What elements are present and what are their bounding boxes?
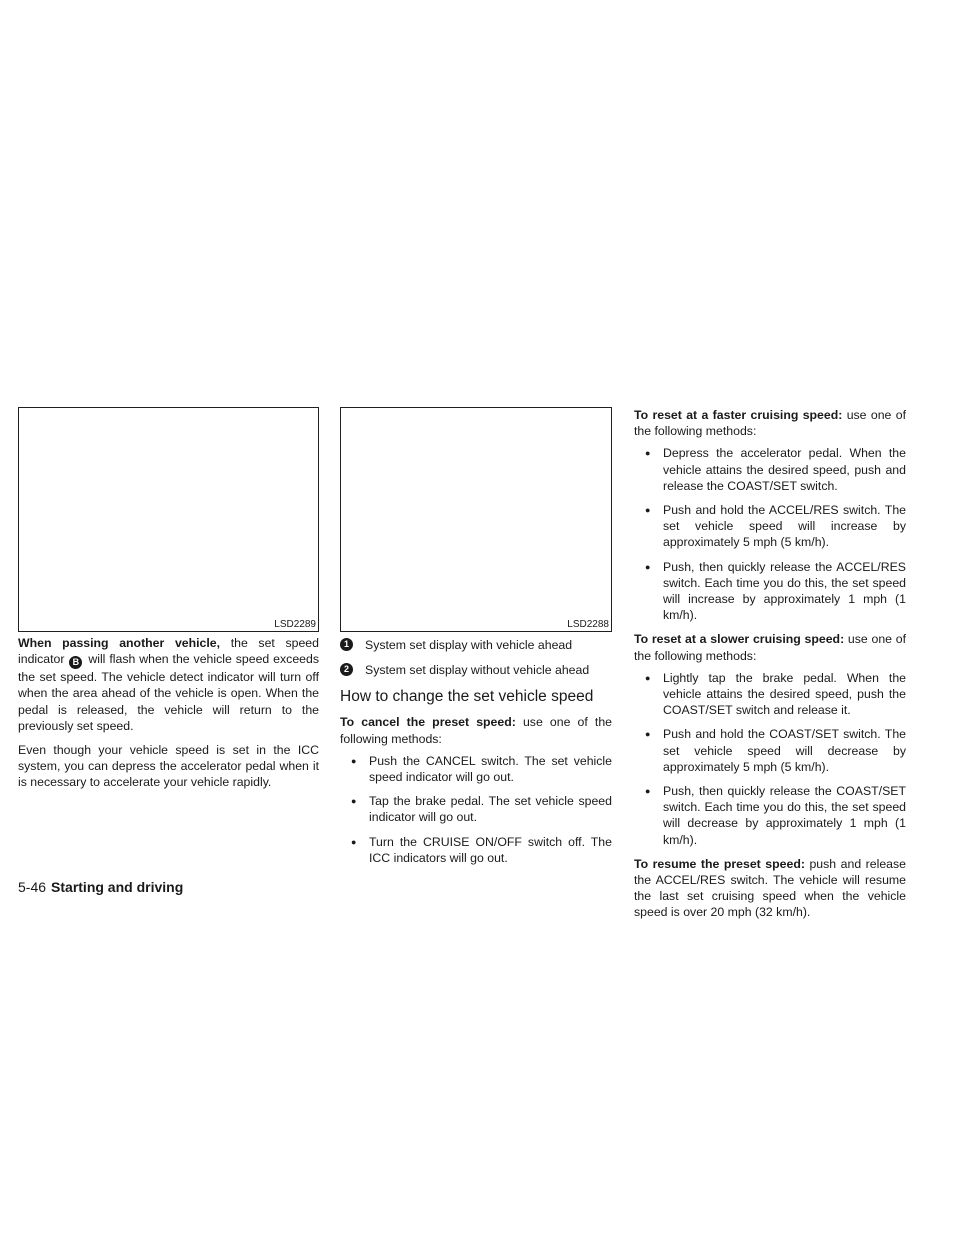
list-item: ● Push the CANCEL switch. The set vehicle speed indicator will go out.	[340, 753, 612, 785]
cancel-methods-list	[340, 753, 612, 866]
page-footer	[18, 878, 183, 896]
faster-intro: To reset at a faster cruising speed: use one of the following methods:	[634, 408, 906, 439]
marker-1-icon: 1	[340, 638, 353, 651]
section-heading: How to change the set vehicle speed	[340, 688, 594, 706]
faster-methods-list	[634, 445, 906, 623]
column-middle	[340, 637, 612, 874]
column-left	[18, 635, 319, 799]
list-item: ● Turn the CRUISE ON/OFF switch off. The ICC indicators will go out.	[340, 834, 612, 866]
figure-legend-item: 2 System set display without vehicle ahead	[340, 662, 612, 678]
figure-code: LSD2288	[567, 619, 609, 630]
passing-paragraph: When passing another vehicle, the set speed indicator B will flash when the vehicle speed exceeds the set speed. The vehicle detect indicator will turn off when the area ahead of the vehicle is open. When the pedal is released, the vehicle will return to the previously set speed.	[18, 636, 319, 733]
column-right	[634, 407, 906, 929]
slower-methods-list	[634, 670, 906, 848]
passing-lead: When passing another vehicle,	[18, 636, 221, 650]
figure-legend-item: 1 System set display with vehicle ahead	[340, 637, 612, 653]
list-item: ● Push and hold the COAST/SET switch. The set vehicle speed will decrease by approximately 5 mph (5 km/h).	[634, 726, 906, 775]
list-item: ● Push, then quickly release the ACCEL/RES switch. Each time you do this, the set speed will increase by approximately 1 mph (1 km/h).	[634, 559, 906, 624]
page-number: 5-46	[18, 879, 47, 895]
list-item: ● Depress the accelerator pedal. When the vehicle attains the desired speed, push and release the COAST/SET switch.	[634, 445, 906, 494]
accelerate-paragraph: Even though your vehicle speed is set in the ICC system, you can depress the accelerator pedal when it is necessary to accelerate your vehicle rapidly.	[18, 743, 319, 790]
list-item: ● Push, then quickly release the COAST/SET switch. Each time you do this, the set speed will decrease by approximately 1 mph (1 km/h).	[634, 783, 906, 848]
resume-paragraph: To resume the preset speed: push and release the ACCEL/RES switch. The vehicle will resume the last set cruising speed when the vehicle speed is over 20 mph (32 km/h).	[634, 856, 907, 920]
figure-lsd2289	[18, 407, 319, 632]
slower-intro: To reset at a slower cruising speed: use one of the following methods:	[634, 632, 906, 663]
list-item: ● Push and hold the ACCEL/RES switch. The set vehicle speed will increase by approximately 5 mph (5 km/h).	[634, 502, 906, 551]
marker-b-icon: B	[69, 656, 82, 669]
section-title: Starting and driving	[51, 879, 184, 895]
list-item: ● Lightly tap the brake pedal. When the vehicle attains the desired speed, push the COAST/SET switch and release it.	[634, 670, 906, 719]
cancel-intro: To cancel the preset speed: use one of the following methods:	[340, 715, 612, 746]
marker-2-icon: 2	[340, 663, 353, 676]
list-item: ● Tap the brake pedal. The set vehicle speed indicator will go out.	[340, 793, 612, 825]
figure-code: LSD2289	[274, 619, 316, 630]
figure-lsd2288	[340, 407, 612, 632]
